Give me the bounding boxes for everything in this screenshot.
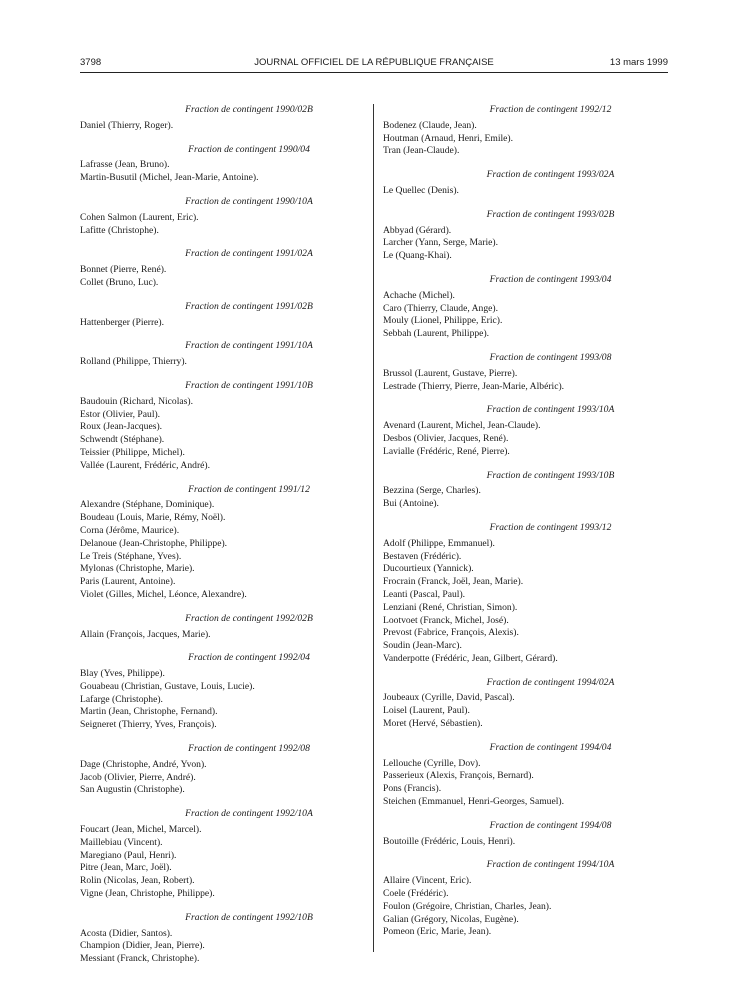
person-entry: San Augustin (Christophe).	[80, 784, 185, 796]
person-entry: Delanoue (Jean-Christophe, Philippe).	[80, 537, 228, 549]
person-entry: Brussol (Laurent, Gustave, Pierre).	[383, 367, 518, 379]
contingent-section	[80, 104, 362, 133]
journal-title: JOURNAL OFFICIEL DE LA RÉPUBLIQUE FRANÇAISE	[254, 57, 494, 68]
contingent-section	[383, 820, 668, 849]
person-entry: Steichen (Emmanuel, Henri-Georges, Samuel).	[383, 796, 564, 808]
person-entry: Bonnet (Pierre, René).	[80, 264, 167, 276]
section-heading: Fraction de contingent 1993/10A	[486, 404, 615, 416]
contingent-section	[383, 742, 668, 809]
person-entry: Larcher (Yann, Serge, Marie).	[383, 237, 498, 249]
person-entry: Moret (Hervé, Sébastien).	[383, 718, 483, 730]
person-entry: Passerieux (Alexis, François, Bernard).	[383, 770, 534, 782]
page-header	[80, 57, 668, 71]
section-heading: Fraction de contingent 1991/10A	[185, 340, 313, 352]
section-heading: Fraction de contingent 1992/12	[489, 104, 612, 115]
person-entry: Acosta (Didier, Santos).	[80, 927, 173, 939]
section-heading: Fraction de contingent 1990/02B	[185, 104, 313, 115]
section-heading: Fraction de contingent 1993/12	[489, 521, 612, 533]
person-entry: Houtman (Arnaud, Henri, Emile).	[383, 132, 514, 144]
person-entry: Vallée (Laurent, Frédéric, André).	[80, 459, 210, 471]
person-entry: Teissier (Philippe, Michel).	[80, 446, 185, 458]
section-heading: Fraction de contingent 1990/10A	[185, 195, 313, 207]
contingent-section	[383, 104, 668, 158]
person-entry: Estor (Olivier, Paul).	[80, 408, 161, 420]
person-entry: Rolland (Philippe, Thierry).	[80, 356, 187, 368]
section-heading: Fraction de contingent 1993/02B	[486, 208, 615, 220]
person-entry: Coele (Frédéric).	[383, 888, 449, 900]
person-entry: Pons (Francis).	[383, 783, 442, 795]
person-entry: Collet (Bruno, Luc).	[80, 276, 159, 288]
person-entry: Hattenberger (Pierre).	[80, 316, 164, 328]
contingent-section	[383, 859, 668, 939]
person-entry: Le Treis (Stéphane, Yves).	[80, 550, 182, 562]
section-heading: Fraction de contingent 1993/04	[489, 273, 612, 285]
page-number: 3798	[80, 57, 102, 68]
section-heading: Fraction de contingent 1991/10B	[185, 379, 313, 391]
person-entry: Jacob (Olivier, Pierre, André).	[80, 771, 196, 783]
person-entry: Achache (Michel).	[383, 289, 455, 301]
person-entry: Desbos (Olivier, Jacques, René).	[383, 432, 509, 444]
person-entry: Frocrain (Franck, Joël, Jean, Marie).	[383, 576, 524, 588]
contingent-section	[383, 470, 668, 511]
person-entry: Caro (Thierry, Claude, Ange).	[383, 302, 498, 314]
person-entry: Martin (Jean, Christophe, Fernand).	[80, 706, 218, 718]
contingent-section	[80, 743, 362, 797]
person-entry: Ducourtieux (Yannick).	[383, 563, 474, 575]
section-heading: Fraction de contingent 1991/02B	[185, 300, 313, 312]
contingent-section	[80, 248, 362, 289]
column-divider	[373, 104, 374, 952]
contingent-section	[383, 404, 668, 458]
contingent-section	[80, 808, 362, 901]
contingent-section	[80, 144, 362, 185]
person-entry: Soudin (Jean-Marc).	[383, 640, 462, 652]
contingent-section	[383, 677, 668, 731]
person-entry: Violet (Gilles, Michel, Léonce, Alexandre).	[80, 588, 247, 600]
person-entry: Avenard (Laurent, Michel, Jean-Claude).	[383, 420, 541, 432]
person-entry: Allaire (Vincent, Eric).	[383, 875, 472, 887]
right-column	[383, 104, 668, 939]
section-heading: Fraction de contingent 1993/08	[489, 351, 612, 363]
person-entry: Lafitte (Christophe).	[80, 224, 159, 236]
header-rule	[80, 72, 668, 73]
person-entry: Dage (Christophe, André, Yvon).	[80, 758, 207, 770]
person-entry: Champion (Didier, Jean, Pierre).	[80, 940, 205, 952]
person-entry: Foucart (Jean, Michel, Marcel).	[80, 824, 202, 836]
person-entry: Blay (Yves, Philippe).	[80, 668, 165, 680]
contingent-section	[383, 209, 668, 263]
person-entry: Vanderpotte (Frédéric, Jean, Gilbert, Gérard).	[383, 652, 558, 664]
section-heading: Fraction de contingent 1993/10B	[486, 469, 615, 481]
section-heading: Fraction de contingent 1994/04	[489, 741, 612, 753]
person-entry: Alexandre (Stéphane, Dominique).	[80, 499, 215, 511]
person-entry: Rolin (Nicolas, Jean, Robert).	[80, 875, 195, 887]
person-entry: Roux (Jean-Jacques).	[80, 421, 163, 433]
person-entry: Loisel (Laurent, Paul).	[383, 705, 470, 717]
contingent-section	[80, 912, 362, 966]
section-heading: Fraction de contingent 1994/02A	[486, 676, 615, 688]
person-entry: Bezzina (Serge, Charles).	[383, 485, 481, 497]
person-entry: Mylonas (Christophe, Marie).	[80, 563, 195, 575]
section-heading: Fraction de contingent 1994/08	[489, 819, 612, 831]
person-entry: Bestaven (Frédéric).	[383, 550, 462, 562]
person-entry: Baudouin (Richard, Nicolas).	[80, 395, 193, 407]
person-entry: Maillebiau (Vincent).	[80, 836, 163, 848]
publication-date: 13 mars 1999	[609, 57, 668, 68]
section-heading: Fraction de contingent 1993/02A	[486, 169, 615, 181]
person-entry: Tran (Jean-Claude).	[383, 145, 460, 157]
person-entry: Lafrasse (Jean, Bruno).	[80, 159, 170, 171]
person-entry: Martin-Busutil (Michel, Jean-Marie, Antoine).	[80, 172, 259, 184]
section-heading: Fraction de contingent 1992/04	[188, 652, 310, 664]
person-entry: Seigneret (Thierry, Yves, François).	[80, 719, 217, 731]
person-entry: Bui (Antoine).	[383, 498, 439, 510]
person-entry: Paris (Laurent, Antoine).	[80, 576, 176, 588]
contingent-section	[80, 380, 362, 473]
contingent-section	[383, 522, 668, 666]
person-entry: Lestrade (Thierry, Pierre, Jean-Marie, Albéric).	[383, 380, 565, 392]
section-heading: Fraction de contingent 1990/04	[188, 143, 310, 155]
section-heading: Fraction de contingent 1991/02A	[185, 248, 313, 260]
left-column	[80, 104, 362, 966]
person-entry: Abbyad (Gérard).	[383, 224, 452, 236]
contingent-section	[383, 169, 668, 198]
contingent-section	[80, 301, 362, 330]
person-entry: Corna (Jérôme, Maurice).	[80, 524, 180, 536]
contingent-section	[80, 340, 362, 369]
person-entry: Mouly (Lionel, Philippe, Eric).	[383, 315, 503, 327]
contingent-section	[383, 352, 668, 393]
person-entry: Lellouche (Cyrille, Dov).	[383, 757, 481, 769]
person-entry: Lenziani (René, Christian, Simon).	[383, 601, 518, 613]
person-entry: Cohen Salmon (Laurent, Eric).	[80, 211, 199, 223]
section-heading: Fraction de contingent 1992/02B	[185, 612, 313, 624]
contingent-section	[80, 613, 362, 642]
person-entry: Prevost (Fabrice, François, Alexis).	[383, 627, 519, 639]
person-entry: Le (Quang-Khai).	[383, 250, 452, 262]
section-heading: Fraction de contingent 1991/12	[188, 483, 310, 495]
section-heading: Fraction de contingent 1992/10A	[185, 808, 313, 820]
section-heading: Fraction de contingent 1992/08	[188, 743, 310, 755]
contingent-section	[80, 652, 362, 732]
section-heading: Fraction de contingent 1992/10B	[185, 911, 313, 923]
person-entry: Boutoille (Frédéric, Louis, Henri).	[383, 835, 516, 847]
person-entry: Lafarge (Christophe).	[80, 693, 163, 705]
person-entry: Joubeaux (Cyrille, David, Pascal).	[383, 692, 515, 704]
contingent-section	[80, 484, 362, 602]
contingent-section	[383, 274, 668, 341]
person-entry: Adolf (Philippe, Emmanuel).	[383, 537, 495, 549]
person-entry: Boudeau (Louis, Marie, Rémy, Noël).	[80, 512, 226, 524]
person-entry: Gouabeau (Christian, Gustave, Louis, Lucie).	[80, 680, 255, 692]
person-entry: Sebbah (Laurent, Philippe).	[383, 328, 490, 340]
person-entry: Maregiano (Paul, Henri).	[80, 849, 177, 861]
person-entry: Schwendt (Stéphane).	[80, 434, 165, 446]
person-entry: Le Quellec (Denis).	[383, 184, 459, 196]
person-entry: Bodenez (Claude, Jean).	[383, 119, 477, 131]
person-entry: Messiant (Franck, Christophe).	[80, 953, 200, 965]
person-entry: Galian (Grégory, Nicolas, Eugène).	[383, 913, 519, 925]
person-entry: Leanti (Pascal, Paul).	[383, 588, 466, 600]
person-entry: Lootvoet (Franck, Michel, José).	[383, 614, 509, 626]
person-entry: Pitre (Jean, Marc, Joël).	[80, 862, 172, 874]
person-entry: Foulon (Grégoire, Christian, Charles, Jean).	[383, 900, 552, 912]
person-entry: Vigne (Jean, Christophe, Philippe).	[80, 888, 215, 900]
contingent-section	[80, 196, 362, 237]
person-entry: Lavialle (Frédéric, René, Pierre).	[383, 445, 510, 457]
person-entry: Daniel (Thierry, Roger).	[80, 119, 174, 131]
person-entry: Pomeon (Eric, Marie, Jean).	[383, 926, 492, 938]
person-entry: Allain (François, Jacques, Marie).	[80, 628, 211, 640]
section-heading: Fraction de contingent 1994/10A	[486, 859, 615, 871]
